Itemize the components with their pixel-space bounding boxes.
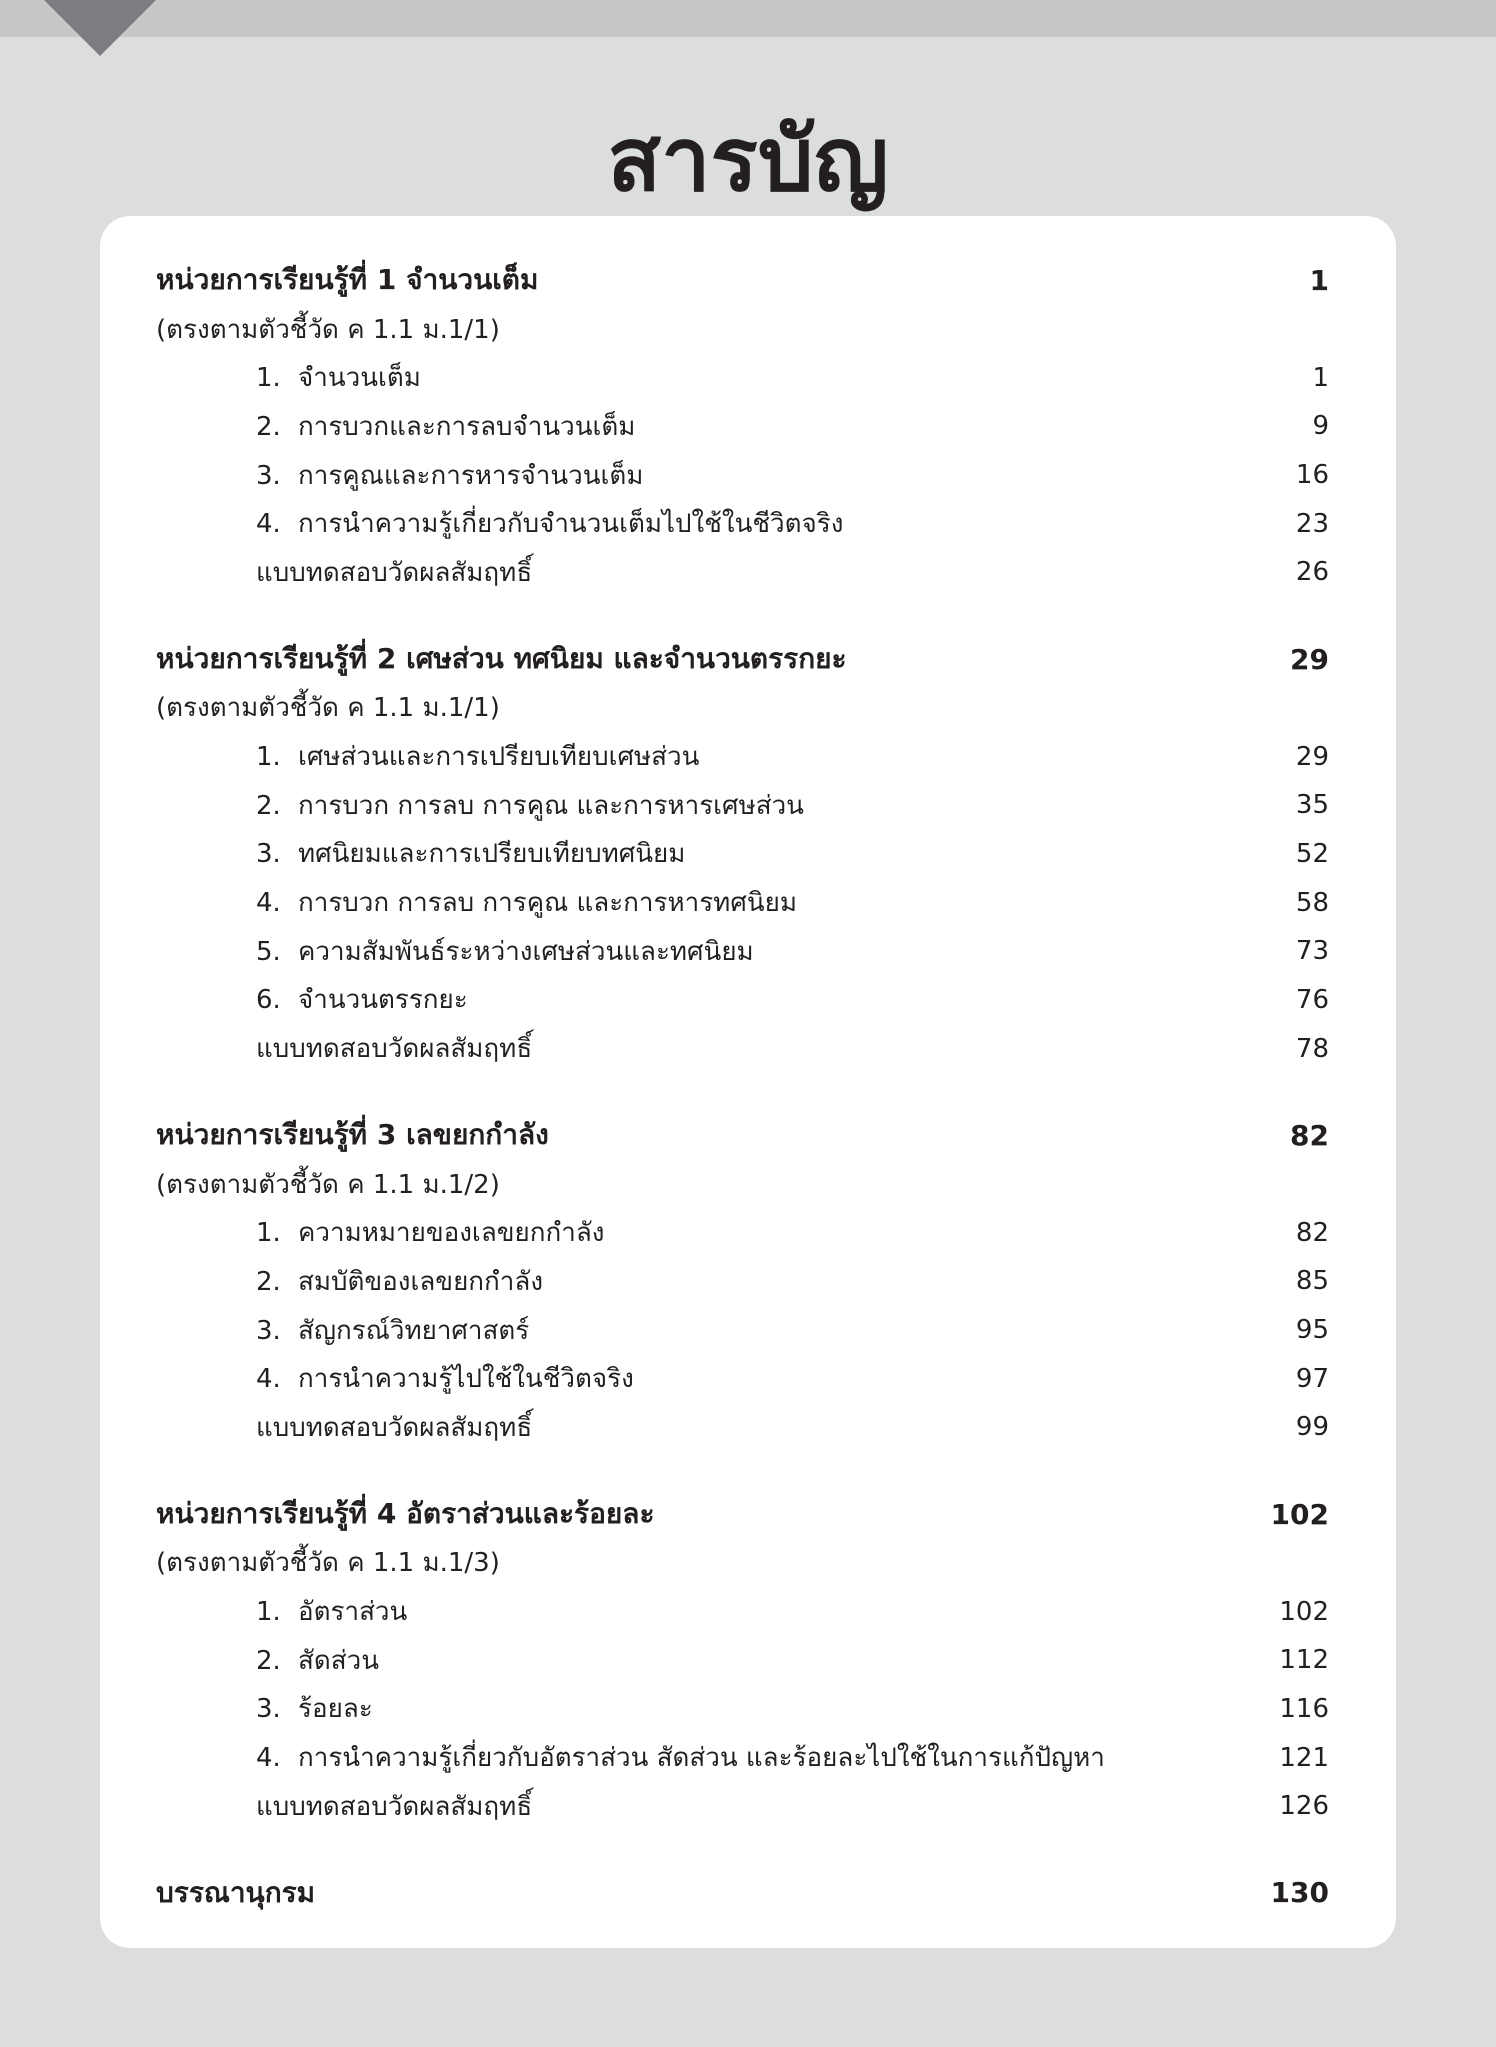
toc-test-row[interactable] — [156, 548, 1329, 597]
toc-item-row[interactable] — [156, 927, 1329, 976]
item-number: 4. — [256, 1743, 281, 1774]
item-page-number: 82 — [1295, 1217, 1329, 1248]
item-page-number: 95 — [1295, 1315, 1329, 1346]
toc-unit-1 — [156, 256, 1329, 597]
indicator-row — [156, 1539, 1329, 1588]
test-title: แบบทดสอบวัดผลสัมฤทธิ์ — [256, 1791, 533, 1822]
toc-item-row[interactable] — [156, 976, 1329, 1025]
item-title: อัตราส่วน — [298, 1597, 408, 1628]
indicator-row — [156, 1160, 1329, 1209]
test-title: แบบทดสอบวัดผลสัมฤทธิ์ — [256, 1034, 533, 1065]
page-title: สารบัญ — [607, 108, 889, 211]
bibliography-page-number: 130 — [1270, 1876, 1329, 1910]
item-number: 2. — [256, 411, 281, 442]
test-page-number: 99 — [1295, 1412, 1329, 1443]
toc-item-row[interactable] — [156, 1354, 1329, 1403]
corner-tab-decoration — [44, 0, 156, 56]
item-title: สัดส่วน — [298, 1645, 379, 1676]
item-number: 4. — [256, 888, 281, 919]
unit-title: หน่วยการเรียนรู้ที่ 1 จำนวนเต็ม — [156, 263, 539, 297]
item-page-number: 58 — [1295, 887, 1329, 918]
item-title: สมบัติของเลขยกกำลัง — [298, 1266, 544, 1297]
unit-heading-row[interactable] — [156, 635, 1329, 684]
item-number: 4. — [256, 1364, 281, 1395]
toc-item-row[interactable] — [156, 781, 1329, 830]
indicator-text: (ตรงตามตัวชี้วัด ค 1.1 ม.1/1) — [156, 693, 500, 724]
toc-item-row[interactable] — [156, 402, 1329, 451]
item-title: ทศนิยมและการเปรียบเทียบทศนิยม — [298, 839, 686, 870]
item-page-number: 9 — [1312, 411, 1329, 442]
test-title: แบบทดสอบวัดผลสัมฤทธิ์ — [256, 1412, 533, 1443]
item-number: 1. — [256, 1597, 281, 1628]
toc-test-row[interactable] — [156, 1403, 1329, 1452]
item-title: ความหมายของเลขยกกำลัง — [298, 1218, 605, 1249]
item-number: 3. — [256, 839, 281, 870]
item-page-number: 76 — [1295, 984, 1329, 1015]
item-page-number: 97 — [1295, 1363, 1329, 1394]
toc-item-row[interactable] — [156, 1636, 1329, 1685]
item-page-number: 116 — [1279, 1693, 1329, 1724]
toc-unit-2 — [156, 635, 1329, 1073]
item-title: การคูณและการหารจำนวนเต็ม — [298, 460, 644, 491]
item-title: การบวก การลบ การคูณ และการหารเศษส่วน — [298, 790, 804, 821]
item-number: 1. — [256, 742, 281, 773]
test-page-number: 78 — [1295, 1033, 1329, 1064]
toc-item-row[interactable] — [156, 830, 1329, 879]
indicator-text: (ตรงตามตัวชี้วัด ค 1.1 ม.1/3) — [156, 1548, 500, 1579]
unit-title: หน่วยการเรียนรู้ที่ 2 เศษส่วน ทศนิยม และจำนวนตรรกยะ — [156, 642, 847, 676]
unit-page-number: 29 — [1290, 642, 1329, 676]
unit-heading-row[interactable] — [156, 256, 1329, 305]
unit-page-number: 82 — [1290, 1118, 1329, 1152]
item-page-number: 102 — [1279, 1596, 1329, 1627]
item-title: ความสัมพันธ์ระหว่างเศษส่วนและทศนิยม — [298, 936, 754, 967]
toc-item-row[interactable] — [156, 1685, 1329, 1734]
item-title: การบวก การลบ การคูณ และการหารทศนิยม — [298, 888, 797, 919]
item-title: การนำความรู้เกี่ยวกับอัตราส่วน สัดส่วน และร้อยละไปใช้ในการแก้ปัญหา — [298, 1743, 1105, 1774]
toc-item-row[interactable] — [156, 1257, 1329, 1306]
item-page-number: 52 — [1295, 838, 1329, 869]
top-strip — [0, 0, 1496, 37]
item-number: 1. — [256, 1218, 281, 1249]
toc-item-row[interactable] — [156, 499, 1329, 548]
indicator-text: (ตรงตามตัวชี้วัด ค 1.1 ม.1/1) — [156, 314, 500, 345]
item-title: สัญกรณ์วิทยาศาสตร์ — [298, 1315, 530, 1346]
toc-item-row[interactable] — [156, 1587, 1329, 1636]
item-title: จำนวนตรรกยะ — [298, 985, 468, 1016]
unit-title: หน่วยการเรียนรู้ที่ 4 อัตราส่วนและร้อยละ — [156, 1497, 655, 1531]
item-page-number: 85 — [1295, 1266, 1329, 1297]
item-title: การนำความรู้เกี่ยวกับจำนวนเต็มไปใช้ในชีวิตจริง — [298, 509, 844, 540]
item-number: 2. — [256, 1266, 281, 1297]
unit-page-number: 102 — [1270, 1497, 1329, 1531]
item-page-number: 35 — [1295, 790, 1329, 821]
toc-item-row[interactable] — [156, 1208, 1329, 1257]
item-title: ร้อยละ — [298, 1694, 373, 1725]
item-number: 4. — [256, 509, 281, 540]
test-title: แบบทดสอบวัดผลสัมฤทธิ์ — [256, 557, 533, 588]
item-page-number: 23 — [1295, 508, 1329, 539]
bibliography-title: บรรณานุกรม — [156, 1875, 316, 1909]
item-number: 3. — [256, 460, 281, 491]
item-number: 5. — [256, 936, 281, 967]
unit-heading-row[interactable] — [156, 1490, 1329, 1539]
indicator-row — [156, 305, 1329, 354]
toc-card — [100, 216, 1396, 1948]
item-number: 6. — [256, 985, 281, 1016]
item-page-number: 16 — [1295, 460, 1329, 491]
item-number: 3. — [256, 1694, 281, 1725]
unit-title: หน่วยการเรียนรู้ที่ 3 เลขยกกำลัง — [156, 1118, 549, 1152]
bibliography-row[interactable] — [156, 1869, 1329, 1918]
item-title: เศษส่วนและการเปรียบเทียบเศษส่วน — [298, 742, 700, 773]
item-title: การนำความรู้ไปใช้ในชีวิตจริง — [298, 1364, 634, 1395]
item-page-number: 1 — [1312, 362, 1329, 393]
indicator-row — [156, 684, 1329, 733]
toc-item-row[interactable] — [156, 353, 1329, 402]
toc-item-row[interactable] — [156, 732, 1329, 781]
unit-page-number: 1 — [1309, 263, 1329, 297]
test-page-number: 26 — [1295, 557, 1329, 588]
test-page-number: 126 — [1279, 1791, 1329, 1822]
toc-test-row[interactable] — [156, 1782, 1329, 1831]
indicator-text: (ตรงตามตัวชี้วัด ค 1.1 ม.1/2) — [156, 1169, 500, 1200]
item-page-number: 112 — [1279, 1645, 1329, 1676]
toc-item-row[interactable] — [156, 878, 1329, 927]
toc-item-row[interactable] — [156, 1733, 1329, 1782]
item-number: 2. — [256, 790, 281, 821]
item-title: จำนวนเต็ม — [298, 363, 421, 394]
unit-heading-row[interactable] — [156, 1111, 1329, 1160]
item-page-number: 73 — [1295, 936, 1329, 967]
item-title: การบวกและการลบจำนวนเต็ม — [298, 411, 636, 442]
item-number: 3. — [256, 1315, 281, 1346]
item-number: 1. — [256, 363, 281, 394]
toc-unit-4 — [156, 1490, 1329, 1831]
item-page-number: 121 — [1279, 1742, 1329, 1773]
toc-item-row[interactable] — [156, 1306, 1329, 1355]
toc-unit-3 — [156, 1111, 1329, 1452]
item-page-number: 29 — [1295, 741, 1329, 772]
toc-item-row[interactable] — [156, 451, 1329, 500]
toc-test-row[interactable] — [156, 1024, 1329, 1073]
item-number: 2. — [256, 1645, 281, 1676]
